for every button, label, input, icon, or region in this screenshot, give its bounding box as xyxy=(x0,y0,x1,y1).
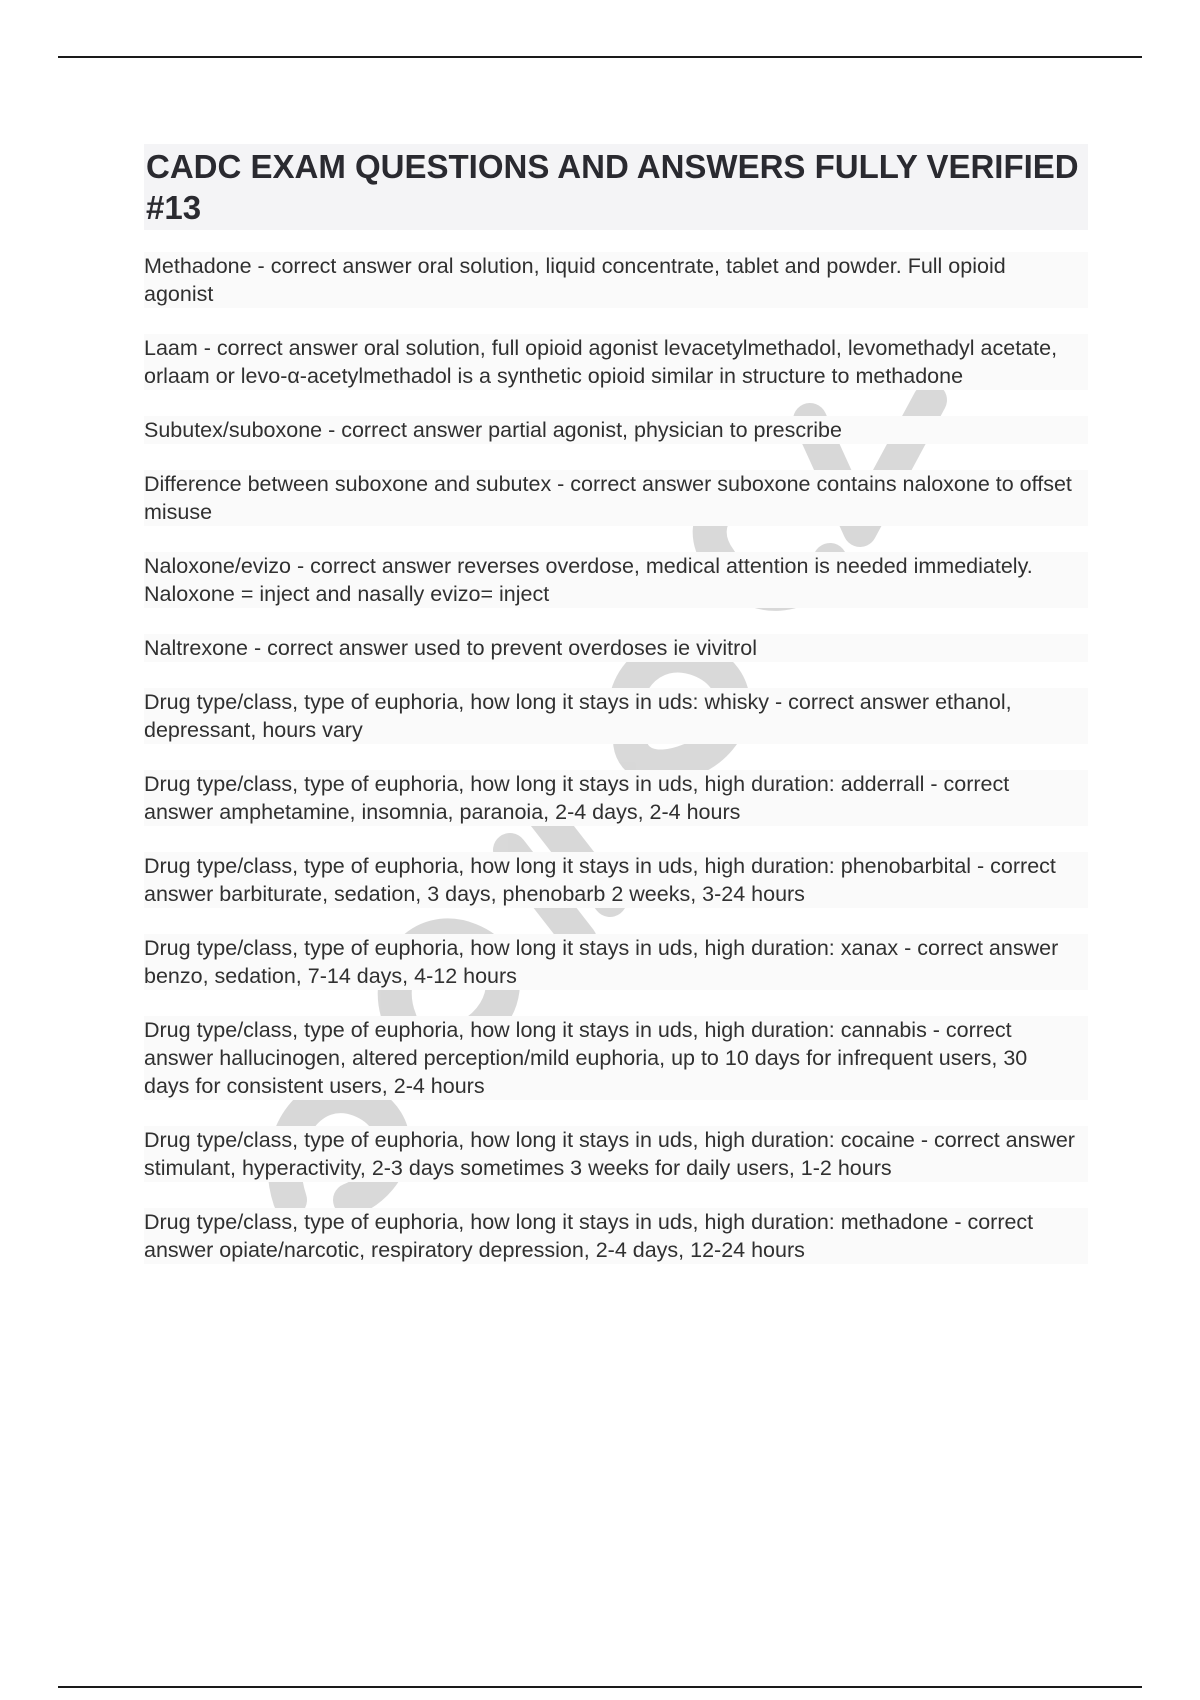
page-bottom-rule xyxy=(58,1686,1142,1688)
qa-entry-xanax: Drug type/class, type of euphoria, how long it stays in uds, high duration: xanax - correct answer benzo, sedation, 7-14 days, 4-12 hours xyxy=(144,934,1088,990)
qa-entry-suboxone-vs-subutex: Difference between suboxone and subutex - correct answer suboxone contains naloxone to offset misuse xyxy=(144,470,1088,526)
qa-entry-whisky: Drug type/class, type of euphoria, how long it stays in uds: whisky - correct answer ethanol, depressant, hours vary xyxy=(144,688,1088,744)
qa-entry-naltrexone: Naltrexone - correct answer used to prevent overdoses ie vivitrol xyxy=(144,634,1088,662)
qa-entry-methadone: Methadone - correct answer oral solution, liquid concentrate, tablet and powder. Full opioid agonist xyxy=(144,252,1088,308)
qa-entry-cannabis: Drug type/class, type of euphoria, how long it stays in uds, high duration: cannabis - correct answer hallucinogen, altered perception/mild euphoria, up to 10 days for infrequent users, 30 days for consistent users, 2-4 hours xyxy=(144,1016,1088,1100)
document-title: CADC EXAM QUESTIONS AND ANSWERS FULLY VERIFIED #13 xyxy=(144,144,1088,230)
qa-entry-laam: Laam - correct answer oral solution, full opioid agonist levacetylmethadol, levomethadyl acetate, orlaam or levo-α-acetylmethadol is a synthetic opioid similar in structure to methadone xyxy=(144,334,1088,390)
document-body xyxy=(144,144,1088,1290)
qa-entry-adderrall: Drug type/class, type of euphoria, how long it stays in uds, high duration: adderrall - correct answer amphetamine, insomnia, paranoia, 2-4 days, 2-4 hours xyxy=(144,770,1088,826)
qa-entry-cocaine: Drug type/class, type of euphoria, how long it stays in uds, high duration: cocaine - correct answer stimulant, hyperactivity, 2-3 days sometimes 3 weeks for daily users, 1-2 hours xyxy=(144,1126,1088,1182)
page-top-rule xyxy=(58,56,1142,58)
qa-entry-methadone-uds: Drug type/class, type of euphoria, how long it stays in uds, high duration: methadone - correct answer opiate/narcotic, respiratory depression, 2-4 days, 12-24 hours xyxy=(144,1208,1088,1264)
qa-entry-naloxone-evizo: Naloxone/evizo - correct answer reverses overdose, medical attention is needed immediately. Naloxone = inject and nasally evizo= inject xyxy=(144,552,1088,608)
qa-entry-phenobarbital: Drug type/class, type of euphoria, how long it stays in uds, high duration: phenobarbital - correct answer barbiturate, sedation, 3 days, phenobarb 2 weeks, 3-24 hours xyxy=(144,852,1088,908)
qa-entry-subutex-suboxone: Subutex/suboxone - correct answer partial agonist, physician to prescribe xyxy=(144,416,1088,444)
